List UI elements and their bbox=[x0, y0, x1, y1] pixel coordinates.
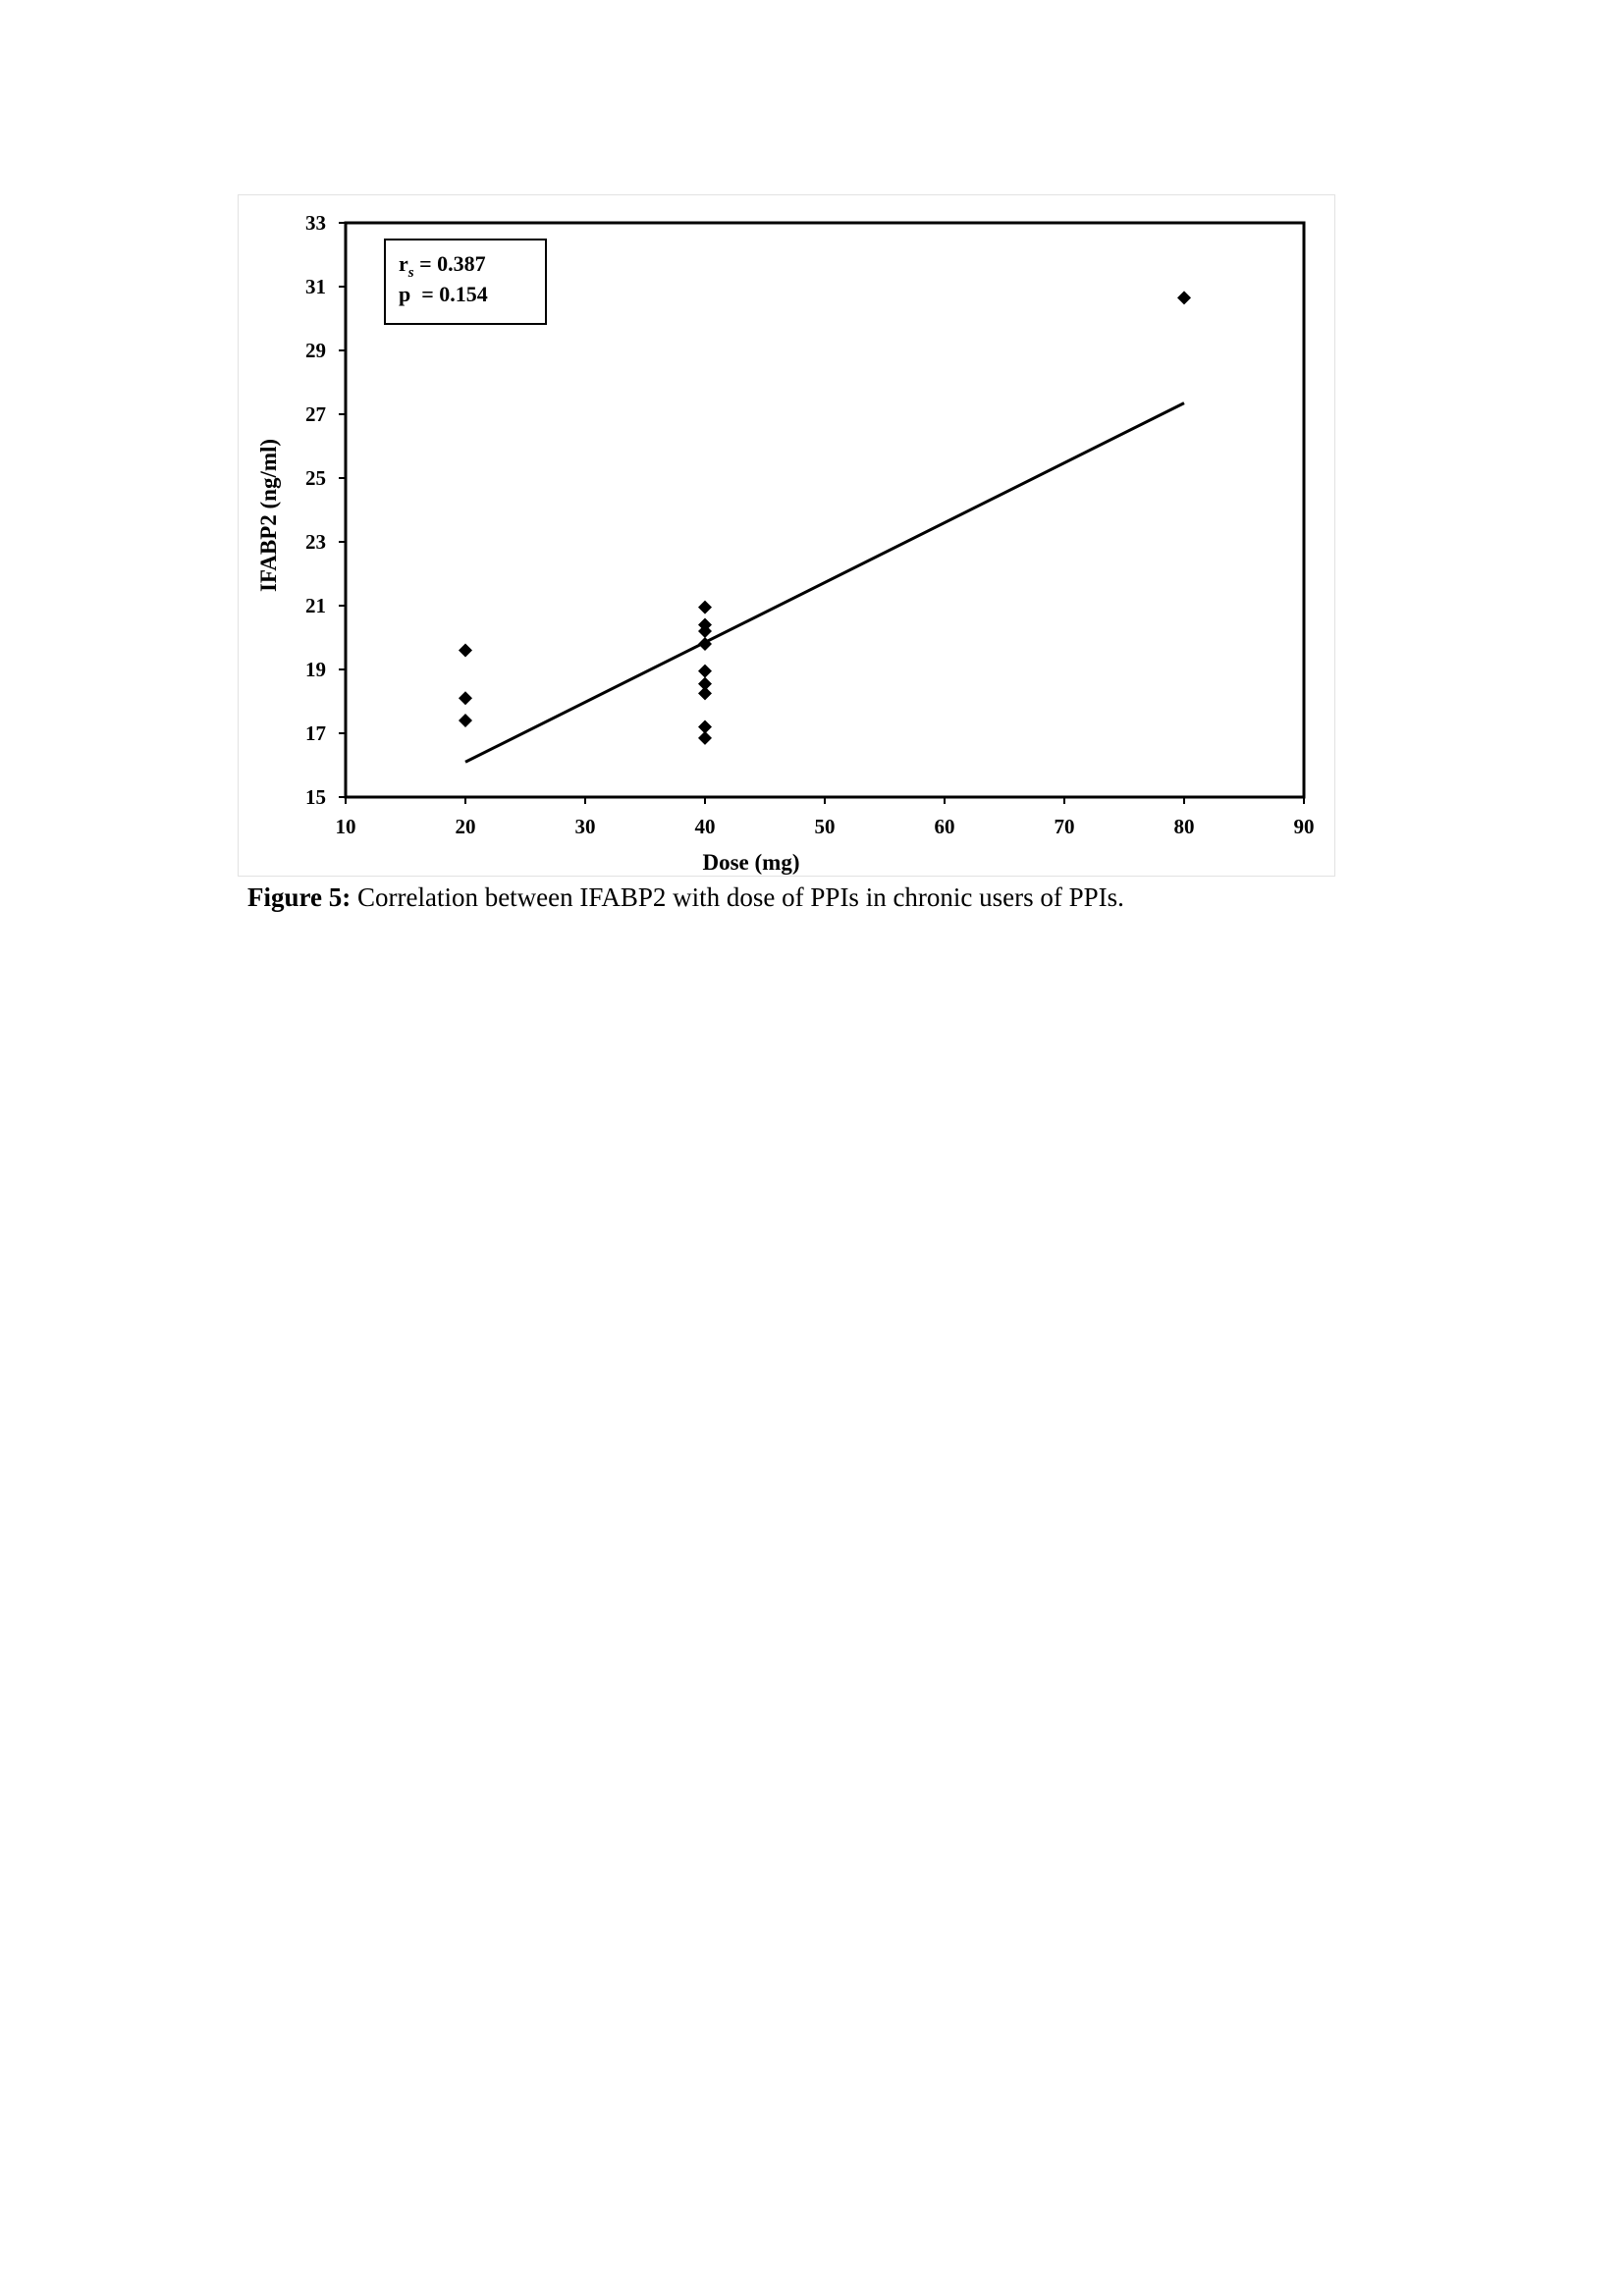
y-tick-label: 25 bbox=[305, 466, 326, 490]
data-point bbox=[1177, 291, 1191, 304]
y-tick-label: 31 bbox=[305, 275, 326, 298]
x-tick-label: 80 bbox=[1173, 815, 1195, 838]
y-axis-title: IFABP2 (ng/ml) bbox=[256, 438, 281, 593]
data-point bbox=[459, 714, 472, 727]
x-tick-label: 90 bbox=[1293, 815, 1315, 838]
trendline bbox=[465, 403, 1184, 763]
x-tick-label: 30 bbox=[574, 815, 596, 838]
y-tick-label: 27 bbox=[305, 402, 326, 426]
stats-annotation bbox=[385, 240, 546, 324]
data-point bbox=[459, 691, 472, 705]
x-tick-label: 20 bbox=[455, 815, 476, 838]
caption-text: Correlation between IFABP2 with dose of PPIs in chronic users of PPIs. bbox=[351, 882, 1124, 912]
x-tick-label: 40 bbox=[694, 815, 716, 838]
data-point bbox=[698, 686, 712, 700]
trendline-layer bbox=[465, 403, 1184, 763]
x-tick-label: 10 bbox=[335, 815, 356, 838]
caption-label: Figure 5: bbox=[247, 882, 352, 912]
r-subscript: s bbox=[407, 265, 414, 281]
y-tick-label: 19 bbox=[305, 658, 326, 681]
data-point bbox=[698, 731, 712, 745]
y-tick-label: 23 bbox=[305, 530, 326, 554]
scatter-chart bbox=[0, 0, 1624, 883]
x-tick-label: 60 bbox=[934, 815, 955, 838]
r-value: = 0.387 bbox=[413, 251, 486, 276]
points-layer bbox=[459, 291, 1191, 745]
figure-caption bbox=[247, 882, 1426, 913]
y-tick-label: 33 bbox=[305, 211, 326, 235]
x-tick-label: 70 bbox=[1054, 815, 1075, 838]
x-tick-label: 50 bbox=[814, 815, 836, 838]
x-axis-title: Dose (mg) bbox=[702, 850, 800, 875]
y-tick-label: 29 bbox=[305, 339, 326, 362]
y-tick-label: 15 bbox=[305, 785, 326, 809]
data-point bbox=[698, 601, 712, 614]
y-tick-label: 21 bbox=[305, 594, 326, 617]
r-symbol: r bbox=[399, 251, 408, 276]
y-tick-label: 17 bbox=[305, 721, 326, 745]
data-point bbox=[459, 644, 472, 658]
stats-p-line: p = 0.154 bbox=[399, 282, 488, 306]
data-point bbox=[698, 665, 712, 678]
